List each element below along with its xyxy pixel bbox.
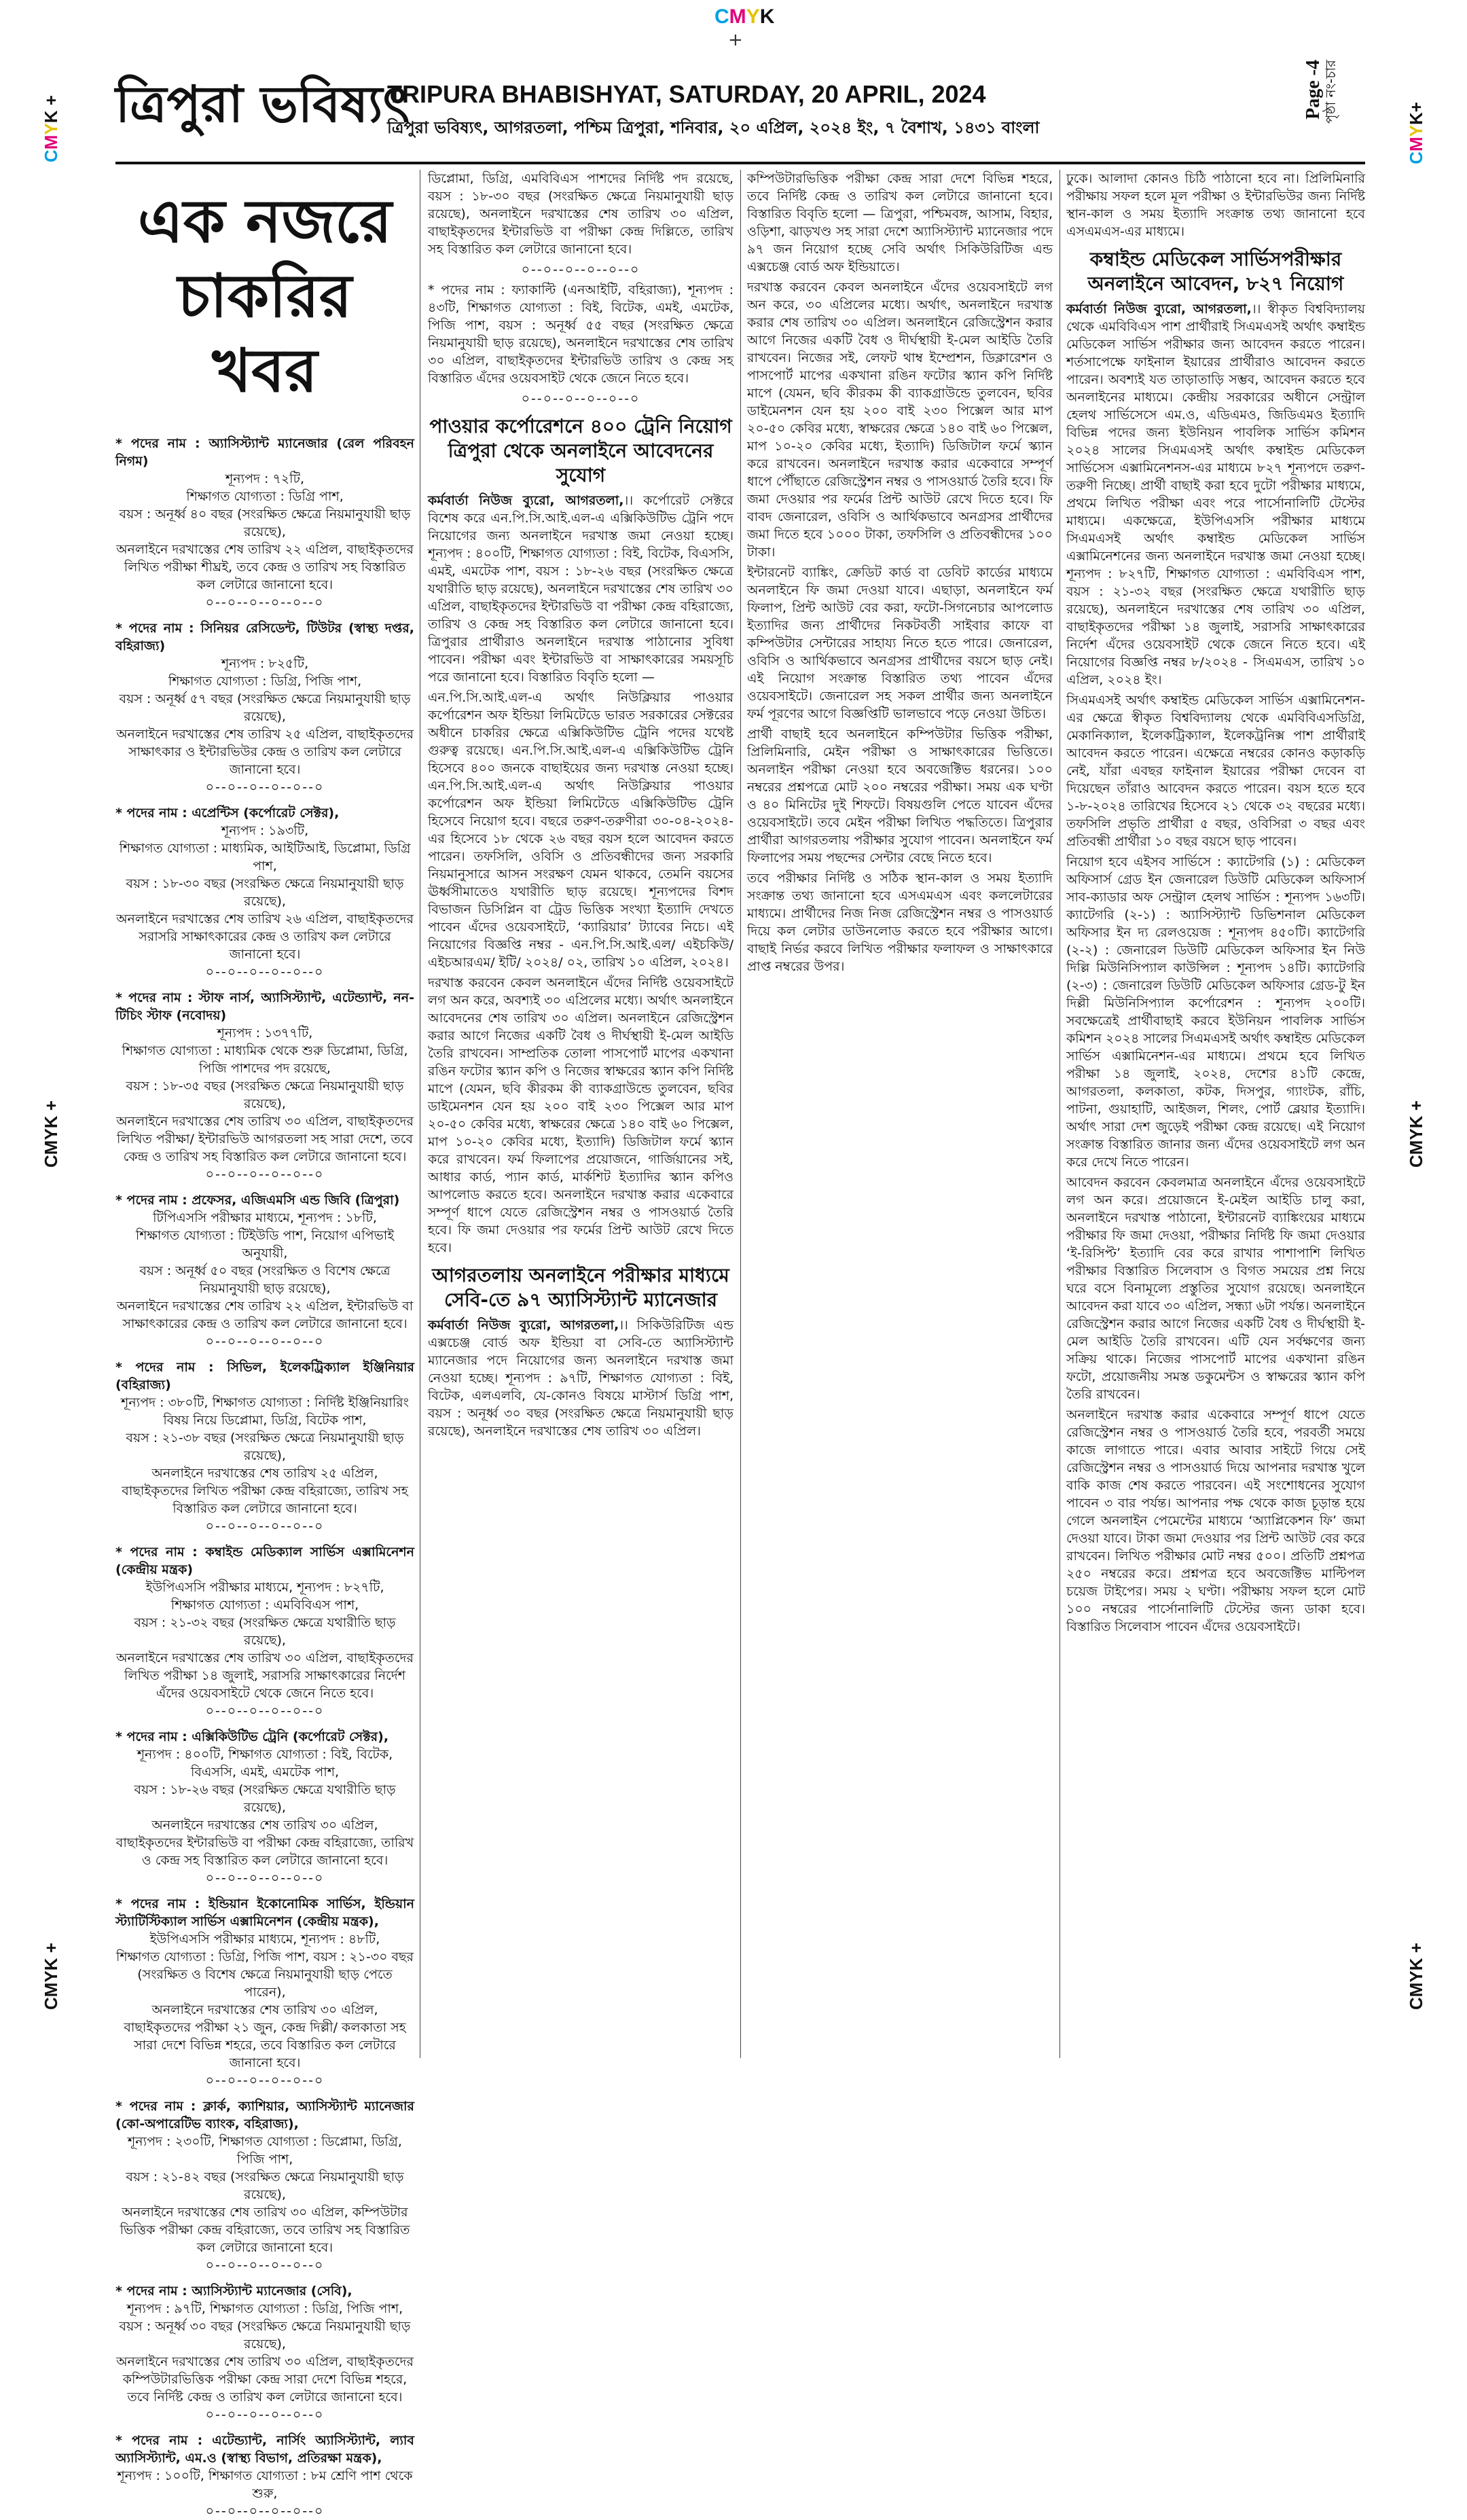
header-rule (115, 162, 1365, 164)
masthead-title: ত্রিপুরা ভবিষ্যৎ (115, 75, 410, 134)
job-detail: বয়স : ২১-৩৮ বছর (সংরক্ষিত ক্ষেত্রে নিয়মানুযায়ী ছাড় রয়েছে), (126, 1430, 404, 1463)
job-post-title: * পদের নাম : এটেন্ড্যান্ট, নার্সিং অ্যাসিস্ট্যান্ট, ল্যাব অ্যাসিস্ট্যান্ট, এম.ও (স্বাস্থ্য বিভাগ, প্রতিরক্ষা মন্ত্রক), (115, 2433, 414, 2466)
article-body: দরখাস্ত করবেন কেবল অনলাইনে এঁদের ওয়েবসাইটে লগ অন করে, ৩০ এপ্রিলের মধ্যে। অর্থাৎ, অনলাইনে দরখাস্ত করার শেষ তারিখ ৩০ এপ্রিল। অনলাইনে রেজিস্ট্রেশন করার আগে নিজের একটি বৈধ ও দীর্ঘস্থায়ী ই-মেল আইডি তৈরি রাখবেন। নিজের সই, লেফট থাম্ব ইম্প্রেশন, ডিক্লারেশন ও পাসপোর্ট মাপের একখানা রঙিন ফটোর স্ক্যান কপি নির্দিষ্ট মাপে (যেমন, ছবি কীরকম কী ব্যাকগ্রাউন্ডে তুলবেন, ছবির ডাইমেনশন যেন হয় ২০০ বাই ২৩০ পিক্সেল আর মাপ ২০-৫০ কেবির মধ্যে, স্বাক্ষরের ক্ষেত্রে ১৪০ বাই ৬০ পিক্সেল, মাপ ১০-২০ কেবির মধ্যে, ইত্যাদি) ডিজিটাল ফর্মে স্ক্যান করে রাখবেন। অনলাইনে দরখাস্ত করার একেবারে সম্পূর্ণ ধাপে পৌঁছাতে রেজিস্ট্রেশন নম্বর ও পাসওয়ার্ড তৈরি হবে। ফি জমা দেওয়ার পর ফর্মের প্রিন্ট আউট রেখে দিতে হবে। ফি বাবদ জেনারেল, ওবিসি ও আর্থিকভাবে অনগ্রসর প্রার্থীদের জমা দিতে হবে ১০০০ টাকা, তফসিলি ও প্রতিবন্ধীদের ১০০ টাকা। (747, 280, 1053, 560)
section-title: এক নজরে চাকরির খবর (137, 185, 393, 406)
job-detail: বয়স : অনূর্ধ্ব ৩০ বছর (সংরক্ষিত ক্ষেত্রে নিয়মানুযায়ী ছাড় রয়েছে), (119, 2319, 411, 2352)
registration-cross-top: + (728, 30, 743, 50)
job-detail: শূন্যপদ : ৩৮০টি, শিক্ষাগত যোগ্যতা : নির্দিষ্ট ইঞ্জিনিয়ারিং বিষয় নিয়ে ডিপ্লোমা, ডিগ্রি, বিটেক পাশ, (121, 1395, 409, 1428)
job-detail: অনলাইনে দরখাস্তের শেষ তারিখ ২২ এপ্রিল, বাছাইকৃতদের লিখিত পরীক্ষা শীঘ্রই, তবে কেন্দ্র ও তারিখ সহ বিস্তারিত কল লেটারে জানানো হবে। (116, 542, 414, 592)
job-detail: বয়স : ১৮-৩৫ বছর (সংরক্ষিত ক্ষেত্রে নিয়মানুযায়ী ছাড় রয়েছে), (126, 1079, 404, 1111)
masthead-english-line: TRIPURA BHABISHYAT, SATURDAY, 20 APRIL, 2024 (387, 80, 986, 108)
job-post-title: * পদের নাম : কম্বাইন্ড মেডিক্যাল সার্ভিস এক্সামিনেশন (কেন্দ্রীয় মন্ত্রক) (115, 1545, 414, 1577)
job-item (115, 2282, 414, 2424)
registration-mark-left-bottom: CMYK + (41, 1943, 61, 2010)
job-detail: শূন্যপদ : ৮২৫টি, (221, 656, 309, 671)
job-detail: অনলাইনে দরখাস্তের শেষ তারিখ ৩০ এপ্রিল, (151, 1818, 378, 1833)
job-detail: শূন্যপদ : ৯৭টি, শিক্ষাগত যোগ্যতা : ডিগ্রি, পিজি পাশ, (126, 2301, 403, 2316)
job-detail: শূন্যপদ : ৪০০টি, শিক্ষাগত যোগ্যতা : বিই, বিটেক, বিএসসি, এমই, এমটেক পাশ, (137, 1747, 393, 1780)
separator: ০--০--০--০--০--০ (205, 595, 325, 610)
job-listing: * পদের নাম : ফ্যাকাল্টি (এনআইটি, বহিরাজ্য), শূন্যপদ : ৪৩টি, শিক্ষাগত যোগ্যতা : বিই, বিটেক, এমই, এমটেক, পিজি পাশ, বয়স : অনূর্ধ্ব ৫৫ বছর (সংরক্ষিত ক্ষেত্রে নিয়মানুযায়ী ছাড় রয়েছে), অনলাইনে দরখাস্তের শেষ তারিখ ৩০ এপ্রিল, বাছাইকৃতদের ইন্টারভিউ তারিখ ও কেন্দ্র সহ বিস্তারিত এঁদের ওয়েবসাইট থেকে জেনে নিতে হবে। (428, 283, 734, 386)
article-text: ।। সিকিউরিটিজ এন্ড এক্সচেঞ্জ বোর্ড অফ ইন্ডিয়া বা সেবি-তে অ্যাসিস্ট্যান্ট ম্যানেজার পদে নিয়োগের জন্য অনলাইনে দরখাস্ত জমা নেওয়া হচ্ছে। শূন্যপদ : ৯৭টি, শিক্ষাগত যোগ্যতা : বিই, বিটেক, এলএলবি, যে-কোনও বিষয়ে মাস্টার্স ডিগ্রি পাশ, বয়স : অনূর্ধ্ব ৩০ বছর (সংরক্ষিত ক্ষেত্রে নিয়মানুযায়ী ছাড় রয়েছে), অনলাইনে দরখাস্তের শেষ তারিখ ৩০ এপ্রিল। (428, 1318, 734, 1439)
job-post-title: * পদের নাম : প্রফেসর, এজিএমসি এন্ড জিবি (ত্রিপুরা) (115, 1193, 400, 1208)
separator: ০--০--০--০--০--০ (205, 2258, 325, 2273)
article-body: প্রার্থী বাছাই হবে অনলাইনে কম্পিউটার ভিত্তিক পরীক্ষা, প্রিলিমিনারি, মেইন পরীক্ষা ও সাক্ষাৎকারের ভিত্তিতে। অনলাইন পরীক্ষা নেওয়া হবে অবজেক্টিভ ধরনের। ১০০ নম্বরের প্রশ্নপত্রে মোট ২০০ নম্বরের পরীক্ষা। সময় এক ঘণ্টা ও ৪০ মিনিটের দুই শিফটে। বিষয়গুলি পেতে যাবেন এঁদের ওয়েবসাইটে। তবে মেইন পরীক্ষা লিখিত পদ্ধতিতে। ত্রিপুরার প্রার্থীরা আগরতলায় পরীক্ষার সুযোগ পাবেন। অনলাইনে ফর্ম ফিলাপের সময় পছন্দের সেন্টার বেছে নিতে হবে। (747, 727, 1053, 865)
job-item (115, 1895, 414, 2089)
job-detail: বাছাইকৃতদের ইন্টারভিউ বা পরীক্ষা কেন্দ্র বহিরাজ্যে, তারিখ ও কেন্দ্র সহ বিস্তারিত কল লেটারে জানানো হবে। (115, 1835, 414, 1868)
page-number: Page -4 (1303, 60, 1324, 120)
column-divider (740, 170, 741, 2058)
job-detail: শূন্যপদ : ১৯৩টি, (221, 823, 309, 838)
article-headline: আগরতলায় অনলাইনে পরীক্ষার মাধ্যমে সেবি-তে ৯৭ অ্যাসিস্ট্যান্ট ম্যানেজার (432, 1264, 729, 1311)
job-detail: বয়স : ২১-৪২ বছর (সংরক্ষিত ক্ষেত্রে নিয়মানুযায়ী ছাড় রয়েছে), (126, 2170, 404, 2202)
job-detail: বয়স : অনূর্ধ্ব ৫৭ বছর (সংরক্ষিত ক্ষেত্রে নিয়মানুযায়ী ছাড় রয়েছে), (119, 691, 411, 724)
job-detail: অনলাইনে দরখাস্তের শেষ তারিখ ২৫ এপ্রিল, বাছাইকৃতদের সাক্ষাৎকার ও ইন্টারভিউর কেন্দ্র ও তারিখ কল লেটারে জানানো হবে। (116, 727, 414, 777)
job-post-title: * পদের নাম : সিভিল, ইলেকট্রিক্যাল ইঞ্জিনিয়ার (বহিরাজ্য) (115, 1360, 414, 1392)
job-detail: অনলাইনে দরখাস্তের শেষ তারিখ ২৫ এপ্রিল, (151, 1466, 378, 1481)
separator: ০--০--০--০--০--০ (521, 391, 640, 406)
job-item (115, 2432, 414, 2520)
article-headline: কম্বাইন্ড মেডিকেল সার্ভিসপরীক্ষার অনলাইনে আবেদন, ৮২৭ নিয়োগ (1087, 248, 1344, 295)
article-body: এন.পি.সি.আই.এল-এ অর্থাৎ নিউক্লিয়ার পাওয়ার কর্পোরেশন অফ ইন্ডিয়া লিমিটেডে ভারত সরকারের সেক্টরের অধীনে চাকরির ক্ষেত্রে এক্সিকিউটিভ ট্রেনি পদের যথেষ্ট গুরুত্ব রয়েছে। এন.পি.সি.আই.এল-এ এক্সিকিউটিভ ট্রেনি হিসেবে ৪০০ জনকে বাছাইয়ের জন্য দরখাস্ত নেওয়া হচ্ছে। এন.পি.সি.আই.এল-এ অর্থাৎ নিউক্লিয়ার পাওয়ার কর্পোরেশন অফ ইন্ডিয়া লিমিটেডে এক্সিকিউটিভ ট্রেনি হিসেবে নিয়োগ হবে। বছরে তরুণ-তরুণীরা ৩০-০৪-২০২৪-এর হিসেবে ১৮ থেকে ২৬ বছর বয়স হলে আবেদন করতে পারেন। তফসিলি, ওবিসি ও প্রতিবন্ধীদের জন্য সরকারি নিয়মানুসারে আসন সংরক্ষণ যেমন থাকবে, তেমনি বয়সের ঊর্ধ্বসীমাতেও যথারীতি ছাড় রয়েছে। শূন্যপদের বিশদ বিভাজন ডিসিপ্লিন বা ট্রেড ভিত্তিক সংখ্যা ইত্যাদি দেখতে পাবেন এঁদের ওয়েবসাইটে, ‘ক্যারিয়ার’ ট্যাবের নিচে। এই নিয়োগের বিজ্ঞপ্তি নম্বর - এন.পি.সি.আই.এল/ এইচকিউ/ এইচআরএম/ ইটি/ ২০২৪/ ০২, তারিখ ১০ এপ্রিল, ২০২৪। (428, 690, 734, 970)
job-detail: শিক্ষাগত যোগ্যতা : ডিগ্রি, পিজি পাশ, (168, 674, 362, 689)
article-body: আবেদন করবেন কেবলমাত্র অনলাইনে এঁদের ওয়েবসাইটে লগ অন করে। প্রয়োজনে ই-মেইল আইডি চালু করা, অনলাইনে দরখাস্ত পাঠানো, ইন্টারনেট ব্যাঙ্কিংয়ের মাধ্যমে পরীক্ষার ফি জমা দেওয়া, পরীক্ষার নির্দিষ্ট ফি জমা দেওয়ার ‘ই-রিসিপ্ট’ ইত্যাদি বের করে রাখার পাশাপাশি লিখিত পরীক্ষার বিস্তারিত সিলেবাস ও বিগত সময়ের প্রশ্ন নিয়ে ঘরে বসে বিনামূল্যে প্রস্তুতির সুযোগ রয়েছে। অনলাইনে আবেদন করা যাবে ৩০ এপ্রিল, সন্ধ্যা ৬টা পর্যন্ত। অনলাইনে রেজিস্ট্রেশন করার আগে নিজের একটি বৈধ ও দীর্ঘস্থায়ী ই-মেল আইডি তৈরি রাখবেন। এটি যেন সর্বক্ষণের জন্য সক্রিয় থাকে। নিজের পাসপোর্ট মাপের একখানা রঙিন ফটো, প্রয়োজনীয় সমস্ত ডকুমেন্টস ও স্বাক্ষরের স্ক্যান কপি তৈরি রাখবেন। (1066, 1175, 1365, 1402)
job-post-title: * পদের নাম : স্টাফ নার্স, অ্যাসিস্ট্যান্ট, এটেন্ড্যান্ট, নন-টিচিং স্টাফ (নবোদয়) (115, 990, 414, 1023)
registration-mark-left-mid: CMYK + (41, 1100, 61, 1168)
job-item (115, 435, 414, 611)
job-detail: শিক্ষাগত যোগ্যতা : মাধ্যমিক, আইটিআই, ডিপ্লোমা, ডিগ্রি পাশ, (119, 841, 411, 874)
job-post-title: * পদের নাম : অ্যাসিস্ট্যান্ট ম্যানেজার (সেবি), (115, 2284, 352, 2299)
job-detail: শিক্ষাগত যোগ্যতা : টিইউডি পাশ, নিয়োগ এপিভাই অনুযায়ী, (135, 1228, 395, 1261)
job-item (115, 1191, 414, 1350)
job-detail: বাছাইকৃতদের পরীক্ষা ২১ জুন, কেন্দ্র দিল্লী/ কলকাতা সহ সারা দেশে বিভিন্ন শহরে, তবে বিস্তারিত কল লেটারে জানানো হবে। (124, 2020, 406, 2070)
job-item (115, 1728, 414, 1887)
job-item (115, 1543, 414, 1720)
page-header (115, 60, 1339, 155)
job-detail: অনলাইনে দরখাস্তের শেষ তারিখ ৩০ এপ্রিল, (151, 2002, 378, 2017)
article-body: অনলাইনে দরখাস্ত করার একেবারে সম্পূর্ণ ধাপে যেতে রেজিস্ট্রেশন নম্বর ও পাসওয়ার্ড তৈরি হবে, পরবর্তী সময়ে কাজে লাগাতে পারে। এবার আবার সাইটে গিয়ে সেই রেজিস্ট্রেশন নম্বর ও পাসওয়ার্ড দিয়ে আপনার দরখাস্ত খুলে বাকি কাজ শেষ করতে পারবেন। এই সংশোধনের সুযোগ পাবেন ৩ বার পর্যন্ত। আপনার পক্ষ থেকে কাজ চূড়ান্ত হয়ে গেলে অনলাইন পেমেন্টের মাধ্যমে ‘অ্যাপ্লিকেশন ফি’ জমা দেওয়া যাবে। টাকা জমা দেওয়ার পর প্রিন্ট আউট বের করে রাখবেন। লিখিত পরীক্ষার মোট নম্বর ৫০০। প্রতিটি প্রশ্নপত্র ২৫০ নম্বরের করে। প্রশ্নপত্র হবে অবজেক্টিভ মাল্টিপল চয়েজ টাইপের। সময় ২ ঘণ্টা। পরীক্ষায় সফল হলে মোট ১০০ নম্বরের পার্সোনালিটি টেস্টের জন্য ডাকা হবে। বিস্তারিত সিলেবাস পাবেন এঁদের ওয়েবসাইটে। (1066, 1407, 1365, 1634)
article-body (428, 492, 734, 686)
article-headline: পাওয়ার কর্পোরেশনে ৪০০ ট্রেনি নিয়োগ ত্রিপুরা থেকে অনলাইনে আবেদনের সুযোগ (429, 415, 732, 486)
article-continuation: ডিপ্লোমা, ডিগ্রি, এমবিবিএস পাশদের নির্দিষ্ট পদ রয়েছে, বয়স : ১৮-৩০ বছর (সংরক্ষিত ক্ষেত্রে নিয়মানুযায়ী ছাড় রয়েছে), অনলাইনে দরখাস্তের শেষ তারিখ ৩০ এপ্রিল, বাছাইকৃতদের ইন্টারভিউ বা পরীক্ষা কেন্দ্র দিল্লিতে, তারিখ সহ বিস্তারিত কল লেটারে জানানো হবে। (428, 171, 734, 257)
dateline: কর্মবার্তা নিউজ ব্যুরো, আগরতলা, (428, 1318, 619, 1333)
job-detail: অনলাইনে দরখাস্তের শেষ তারিখ ২৬ এপ্রিল, বাছাইকৃতদের সরাসরি সাক্ষাৎকারের কেন্দ্র ও তারিখ কল লেটারে জানানো হবে। (116, 912, 414, 962)
article-text: ।। কর্পোরেট সেক্টরে বিশেষ করে এন.পি.সি.আই.এল-এ এক্সিকিউটিভ ট্রেনি পদে নিয়োগের জন্য অনলাইনে দরখাস্ত জমা নেওয়া হচ্ছে। শূন্যপদ : ৪০০টি, শিক্ষাগত যোগ্যতা : বিই, বিটেক, বিএসসি, এমই, এমটেক পাশ, বয়স : ১৮-২৬ বছর (সংরক্ষিত ক্ষেত্রে যথারীতি ছাড় রয়েছে), অনলাইনে দরখাস্তের শেষ তারিখ ৩০ এপ্রিল, বাছাইকৃতদের ইন্টারভিউ বা পরীক্ষা কেন্দ্র বহিরাজ্যে, তারিখ ও কেন্দ্র সহ বিস্তারিত কল লেটারে জানানো হবে। ত্রিপুরার প্রার্থীরাও অনলাইনে দরখাস্ত পাঠানোর সুবিধা পাবেন। পরীক্ষা এবং ইন্টারভিউ বা সাক্ষাৎকারের সময়সূচি পরে জানানো হবে। বিস্তারিত বিবৃতি হলো — (428, 493, 734, 685)
separator: ০--০--০--০--০--০ (205, 2073, 325, 2088)
article-continuation: ঢুকে। আলাদা কোনও চিঠি পাঠানো হবে না। প্রিলিমিনারি পরীক্ষায় সফল হলে মূল পরীক্ষা ও ইন্টারভিউর জন্য নির্দিষ্ট স্থান-কাল ও সময় ইত্যাদি সংক্রান্ত তথ্য জানানো হবে এসএমএস-এর মাধ্যমে। (1066, 171, 1365, 239)
job-post-title: * পদের নাম : ইন্ডিয়ান ইকোনোমিক সার্ভিস, ইন্ডিয়ান স্ট্যাটিস্টিক্যাল সার্ভিস এক্সামিনেশন (কেন্দ্রীয় মন্ত্রক), (115, 1896, 414, 1929)
article-body: দরখাস্ত করবেন কেবল অনলাইনে এঁদের নির্দিষ্ট ওয়েবসাইটে লগ অন করে, অবশ্যই ৩০ এপ্রিলের মধ্যে। অর্থাৎ অনলাইনে আবেদনের শেষ তারিখ ৩০ এপ্রিল। অনলাইনে রেজিস্ট্রেশন করার আগে নিজের একটি বৈধ ও দীর্ঘস্থায়ী ই-মেল আইডি তৈরি রাখবেন। সাম্প্রতিক তোলা পাসপোর্ট মাপের একখানা রঙিন ফটোর স্ক্যান কপি ও নিজের স্বাক্ষরের স্ক্যান কপি নির্দিষ্ট মাপে (যেমন, ছবি কীরকম কী ব্যাকগ্রাউন্ডে তুলবেন, ছবির ডাইমেনশন যেন হয় ২০০ বাই ২৩০ পিক্সেল আর মাপ ২০-৫০ কেবির মধ্যে, স্বাক্ষরের ক্ষেত্রে ১৪০ বাই ৬০ পিক্সেল, মাপ ১০-২০ কেবির মধ্যে, ইত্যাদি) ডিজিটাল ফর্মে স্ক্যান করে রাখবেন। ফর্ম ফিলাপের প্রয়োজনে, গার্জিয়ানের সই, আধার কার্ড, প্যান কার্ড, মার্কশিট ইত্যাদির স্ক্যান কপিও আপলোড করতে হবে। অনলাইনে দরখাস্ত করার একেবারে সম্পূর্ণ ধাপে যেতে রেজিস্ট্রেশন নম্বর ও পাসওয়ার্ড তৈরি হবে। ফি জমা দেওয়ার পর ফর্মের প্রিন্ট আউট রেখে দিতে হবে। (428, 975, 734, 1255)
job-item (115, 989, 414, 1183)
job-detail: শূন্যপদ : ১০০টি, শিক্ষাগত যোগ্যতা : ৮ম শ্রেণি পাশ থেকে শুরু, (117, 2468, 413, 2501)
job-detail: ইউপিএসসি পরীক্ষার মাধ্যমে, শূন্যপদ : ৮২৭টি, (145, 1580, 384, 1595)
job-detail: বাছাইকৃতদের লিখিত পরীক্ষা কেন্দ্র বহিরাজ্যে, তারিখ সহ বিস্তারিত কল লেটারে জানানো হবে। (122, 1483, 408, 1516)
column-job-list (115, 170, 414, 2519)
job-post-title: * পদের নাম : এপ্রেন্টিস (কর্পোরেট সেক্টর), (115, 806, 340, 821)
separator: ০--০--০--০--০--০ (205, 1871, 325, 1886)
masthead-subline: ত্রিপুরা ভবিষ্যৎ, আগরতলা, পশ্চিম ত্রিপুরা, শনিবার, ২০ এপ্রিল, ২০২৪ ইং, ৭ বৈশাখ, ১৪৩১ বাংলা (387, 118, 1040, 137)
job-detail: ইউপিএসসি পরীক্ষার মাধ্যমে, শূন্যপদ : ৪৮টি, (149, 1932, 380, 1947)
job-detail: শিক্ষাগত যোগ্যতা : মাধ্যমিক থেকে শুরু ডিপ্লোমা, ডিগ্রি, পিজি পাশদের পদ রয়েছে, (122, 1043, 408, 1076)
article-body: সিএমএসই অর্থাৎ কম্বাইন্ড মেডিকেল সার্ভিস এক্সামিনেশন-এর ক্ষেত্রে স্বীকৃত বিশ্ববিদ্যালয় থেকে এমবিবিএসডিগ্রি, মেকানিক্যাল, ইলেকট্রিক্যাল, ইলেকট্রনিক্স পাশ প্রার্থীরাই আবেদন করতে পারেন। এক্ষেত্রে নম্বরের কোনও কড়াকড়ি নেই, যাঁরা এবছর ফাইনাল ইয়ারের পরীক্ষা দেবেন বা দিয়েছেন তাঁরাও আবেদন করতে পারেন। বয়স হতে হবে ১-৮-২০২৪ তারিখের হিসেবে ২১ থেকে ৩২ বছরের মধ্যে। তফসিলি প্রভৃতি প্রার্থীরা ৫ বছর, ওবিসিরা ৩ বছর এবং প্রতিবন্ধী প্রার্থীরা ১০ বছর বয়সে ছাড় পাবেন। (1066, 693, 1365, 849)
registration-mark-right-mid: CMYK + (1406, 1100, 1426, 1168)
separator: ০--০--০--০--০--০ (205, 965, 325, 979)
separator: ০--০--০--০--০--০ (205, 1167, 325, 1182)
separator: ০--০--০--০--০--০ (205, 1334, 325, 1349)
job-detail: অনলাইনে দরখাস্তের শেষ তারিখ ৩০ এপ্রিল, বাছাইকৃতদের লিখিত পরীক্ষা/ ইন্টারভিউ আগরতলা সহ সারা দেশে, তবে কেন্দ্র ও তারিখ সহ বিস্তারিত কল লেটারে জানানো হবে। (116, 1114, 414, 1164)
registration-mark-right-bottom: CMYK + (1406, 1943, 1426, 2010)
job-post-title: * পদের নাম : সিনিয়র রেসিডেন্ট, টিউটর (স্বাস্থ্য দপ্তর, বহিরাজ্য) (115, 621, 414, 653)
separator: ০--০--০--০--০--০ (205, 2504, 325, 2519)
job-detail: বয়স : ১৮-৩০ বছর (সংরক্ষিত ক্ষেত্রে নিয়মানুযায়ী ছাড় রয়েছে), (126, 876, 404, 909)
article-body (428, 1316, 734, 1440)
job-detail: টিপিএসসি পরীক্ষার মাধ্যমে, শূন্যপদ : ১৮টি, (153, 1210, 377, 1225)
job-post-title: * পদের নাম : ক্লার্ক, ক্যাশিয়ার, অ্যাসিস্ট্যান্ট ম্যানেজার (কো-অপারেটিভ ব্যাংক, বহিরাজ্য), (115, 2099, 414, 2131)
job-detail: অনলাইনে দরখাস্তের শেষ তারিখ ৩০ এপ্রিল, বাছাইকৃতদের কম্পিউটারভিত্তিক পরীক্ষা কেন্দ্র সারা দেশে বিভিন্ন শহরে, তবে নির্দিষ্ট কেন্দ্র ও তারিখ কল লেটারে জানানো হবে। (116, 2354, 414, 2405)
article-body: তবে পরীক্ষার নির্দিষ্ট ও সঠিক স্থান-কাল ও সময় ইত্যাদি সংক্রান্ত তথ্য জানানো হবে এসএমএস এবং কললেটারের মাধ্যমে। প্রার্থীদের নিজ নিজ রেজিস্ট্রেশন নম্বর ও পাসওয়ার্ড দিয়ে কল লেটার ডাউনলোড করতে হবে পরীক্ষার আগে। বাছাই নির্ভর করবে লিখিত পরীক্ষার ফলাফল ও সাক্ষাৎকারে প্রাপ্ত নম্বরের উপর। (747, 871, 1053, 974)
dateline: কর্মবার্তা নিউজ ব্যুরো, আগরতলা, (428, 493, 624, 508)
column-two (428, 170, 734, 2058)
article-text: ।। স্বীকৃত বিশ্ববিদ্যালয় থেকে এমবিবিএস পাশ প্রার্থীরাই সিএমএসই অর্থাৎ কম্বাইন্ড মেডিকেল সার্ভিস পরীক্ষার জন্য আবেদন করতে পারেন। শর্তসাপেক্ষে ফাইনাল ইয়ারের প্রার্থীরাও আবেদন করতে পারেন। অবশ্যই যত তাড়াতাড়ি সম্ভব, আবেদন করতে হবে অনলাইনের মাধ্যমে। কেন্দ্রীয় সরকারের অধীনে সেন্ট্রাল হেলথ সার্ভিসেসে এম.ও, এডিএমও, জিডিএমও ইত্যাদি বিভিন্ন পদের জন্য ইউনিয়ন পাবলিক সার্ভিস কমিশন ২০২৪ সালের সিএমএসই অর্থাৎ কম্বাইন্ড মেডিকেল সার্ভিসেস এক্সামিনেশনস-এর মাধ্যমে ৮২৭ শূন্যপদে তরুণ-তরুণী নিচ্ছে। প্রার্থী বাছাই করা হবে দুটো পরীক্ষার মাধ্যমে, প্রথমে লিখিত পরীক্ষা এবং পরে পার্সোনালিটি টেস্টের মাধ্যমে। একক্ষেত্রে, ইউপিএসসি পরীক্ষার মাধ্যমে সিএমএসই অর্থাৎ কম্বাইন্ড মেডিকেল সার্ভিস এক্সামিনেশনের জন্য অনলাইনে দরখাস্ত জমা নেওয়া হচ্ছে। শূন্যপদ : ৮২৭টি, শিক্ষাগত যোগ্যতা : এমবিবিএস পাশ, বয়স : ২১-৩২ বছর (সংরক্ষিত ক্ষেত্রে যথারীতি ছাড় রয়েছে), অনলাইনে দরখাস্তের শেষ তারিখ ৩০ এপ্রিল, বাছাইকৃতদের পরীক্ষা ১৪ জুলাই, সরাসরি সাক্ষাৎকারের নির্দেশ এঁদের ওয়েবসাইট থেকে জেনে নিতে হবে। এই নিয়োগের বিজ্ঞপ্তি নম্বর ৮/২০২৪ - সিএমএস, তারিখ ১০ এপ্রিল, ২০২৪ ইং। (1066, 302, 1365, 687)
separator: ০--০--০--০--০--০ (205, 780, 325, 795)
job-detail: অনলাইনে দরখাস্তের শেষ তারিখ ২২ এপ্রিল, ইন্টারভিউ বা সাক্ষাৎকারের কেন্দ্র ও তারিখ কল লেটারে জানানো হবে। (116, 1299, 414, 1331)
job-detail: শিক্ষাগত যোগ্যতা : ডিগ্রি, পিজি পাশ, বয়স : ২১-৩০ বছর (সংরক্ষিত ও বিশেষ ক্ষেত্রে নিয়মানুযায়ী ছাড় পেতে পারেন), (115, 1949, 414, 2000)
column-three (747, 170, 1053, 2058)
job-detail: অনলাইনে দরখাস্তের শেষ তারিখ ৩০ এপ্রিল, কম্পিউটার ভিত্তিক পরীক্ষা কেন্দ্র বহিরাজ্যে, তবে তারিখ সহ বিস্তারিত কল লেটারে জানানো হবে। (120, 2205, 410, 2255)
job-detail: শূন্যপদ : ২৩০টি, শিক্ষাগত যোগ্যতা : ডিপ্লোমা, ডিগ্রি, পিজি পাশ, (128, 2134, 402, 2167)
article-body: কম্পিউটারভিত্তিক পরীক্ষা কেন্দ্র সারা দেশে বিভিন্ন শহরে, তবে নির্দিষ্ট কেন্দ্র ও তারিখ কল লেটারে জানানো হবে। বিস্তারিত বিবৃতি হলো — ত্রিপুরা, পশ্চিমবঙ্গ, আসাম, বিহার, ওড়িশা, ঝাড়খণ্ড সহ সারা দেশে অ্যাসিস্ট্যান্ট ম্যানেজার পদে ৯৭ জন নিয়োগ হচ্ছে সেবি অর্থাৎ সিকিউরিটিজ এন্ড এক্সচেঞ্জ বোর্ড অফ ইন্ডিয়াতে। (747, 171, 1053, 274)
registration-mark-top: CMYK (714, 5, 775, 28)
job-item (115, 804, 414, 981)
separator: ০--০--০--০--০--০ (521, 262, 640, 277)
separator: ০--০--০--০--০--০ (205, 1519, 325, 1534)
job-detail: শূন্যপদ : ৭২টি, (225, 471, 304, 486)
job-detail: বয়স : অনূর্ধ্ব ৫০ বছর (সংরক্ষিত ও বিশেষ ক্ষেত্রে নিয়মানুযায়ী ছাড় রয়েছে), (139, 1263, 391, 1296)
job-detail: শিক্ষাগত যোগ্যতা : এমবিবিএস পাশ, (170, 1598, 359, 1613)
article-body: নিয়োগ হবে এইসব সার্ভিসে : ক্যাটেগরি (১) : মেডিকেল অফিসার্স গ্রেড ইন জেনারেল ডিউটি মেডিকেল অফিসার্স সাব-ক্যাডার অফ সেন্ট্রাল হেলথ সার্ভিস : শূন্যপদ ১৬৩টি। ক্যাটেগরি (২-১) : অ্যাসিস্ট্যান্ট ডিভিশনাল মেডিকেল অফিসার ইন দ্য রেলওয়েজ : শূন্যপদ ৪৫০টি। ক্যাটেগরি (২-২) : জেনারেল ডিউটি মেডিকেল অফিসার ইন নিউ দিল্লি মিউনিসিপ্যাল কাউন্সিল : শূন্যপদ ১৪টি। ক্যাটেগরি (২-৩) : জেনারেল ডিউটি মেডিকেল অফিসার গ্রেড-টু ইন দিল্লী মিউনিসিপ্যাল কর্পোরেশন : শূন্যপদ ২০০টি। সবক্ষেত্রেই প্রার্থীবাছাই করবে ইউনিয়ন পাবলিক সার্ভিস কমিশন ২০২৪ সালের সিএমএসই অর্থাৎ কম্বাইন্ড মেডিকেল সার্ভিস এক্সামিনেশন-এর মাধ্যমে। প্রথমে হবে লিখিত পরীক্ষা ১৪ জুলাই, ২০২৪, দেশের ৪১টি কেন্দ্রে, আগরতলা, কলকাতা, কটক, দিসপুর, গ্যাংটক, রাঁচি, পাটনা, গুয়াহাটি, আইজল, শিলং, পোর্ট ব্লেয়ার ইত্যাদি। অর্থাৎ সারা দেশ জুড়েই পরীক্ষা কেন্দ্র রয়েছে। এই নিয়োগ সংক্রান্ত বিস্তারিত জানার জন্য এঁদের ওয়েবসাইটে লগ অন করে দেখে নিতে পারেন। (1066, 854, 1365, 1170)
registration-mark-right-top: CMYK+ (1406, 102, 1426, 164)
job-detail: বয়স : ১৮-২৬ বছর (সংরক্ষিত ক্ষেত্রে যথারীতি ছাড় রয়েছে), (134, 1782, 396, 1815)
dateline: কর্মবার্তা নিউজ ব্যুরো, আগরতলা, (1066, 302, 1252, 317)
job-post-title: * পদের নাম : এক্সিকিউটিভ ট্রেনি (কর্পোরেট সেক্টর), (115, 1729, 389, 1744)
job-item (115, 1358, 414, 1535)
article-body: ইন্টারনেট ব্যাঙ্কিং, ক্রেডিট কার্ড বা ডেবিট কার্ডের মাধ্যমে অনলাইনে ফি জমা দেওয়া যাবে। এছাড়া, অনলাইনে ফর্ম ফিলাপ, প্রিন্ট আউট বের করা, ফটো-সিগনেচার আপলোড ইত্যাদির জন্য প্রার্থীদের নিকটবর্তী সাইবার কাফে বা কম্পিউটার সেন্টারের সাহায্য নিতে হতে পারে। জেনারেল, ওবিসি ও আর্থিকভাবে অনগ্রসর প্রার্থীদের বয়সে ছাড় নেই। এই নিয়োগ সংক্রান্ত বিস্তারিত তথ্য পাবেন এঁদের ওয়েবসাইটে। জেনারেল সহ সকল প্রার্থীর জন্য অনলাইনে ফর্ম পূরণের আগে বিজ্ঞপ্তিটি ভালভাবে পড়ে নেওয়া উচিত। (747, 565, 1053, 721)
separator: ০--০--০--০--০--০ (205, 1704, 325, 1718)
job-detail: শিক্ষাগত যোগ্যতা : ডিগ্রি পাশ, (186, 489, 344, 504)
job-item (115, 619, 414, 796)
job-detail: বয়স : ২১-৩২ বছর (সংরক্ষিত ক্ষেত্রে যথারীতি ছাড় রয়েছে), (134, 1615, 396, 1648)
job-detail: শূন্যপদ : ১৩৭৭টি, (217, 1026, 313, 1041)
job-detail: বয়স : অনূর্ধ্ব ৪০ বছর (সংরক্ষিত ক্ষেত্রে নিয়মানুযায়ী ছাড় রয়েছে), (119, 507, 411, 539)
registration-mark-left-top: CMYK + (41, 95, 61, 162)
page-number-bengali: পৃষ্ঠা নং-চার (1322, 60, 1339, 124)
job-item (115, 2098, 414, 2274)
column-four (1066, 170, 1365, 2058)
job-post-title: * পদের নাম : অ্যাসিস্ট্যান্ট ম্যানেজার (রেল পরিবহন নিগম) (115, 436, 414, 469)
article-body (1066, 300, 1365, 689)
job-detail: অনলাইনে দরখাস্তের শেষ তারিখ ৩০ এপ্রিল, বাছাইকৃতদের লিখিত পরীক্ষা ১৪ জুলাই, সরাসরি সাক্ষাৎকারের নির্দেশ এঁদের ওয়েবসাইটে থেকে জেনে নিতে হবে। (116, 1651, 414, 1701)
separator: ০--০--০--০--০--০ (205, 2407, 325, 2422)
